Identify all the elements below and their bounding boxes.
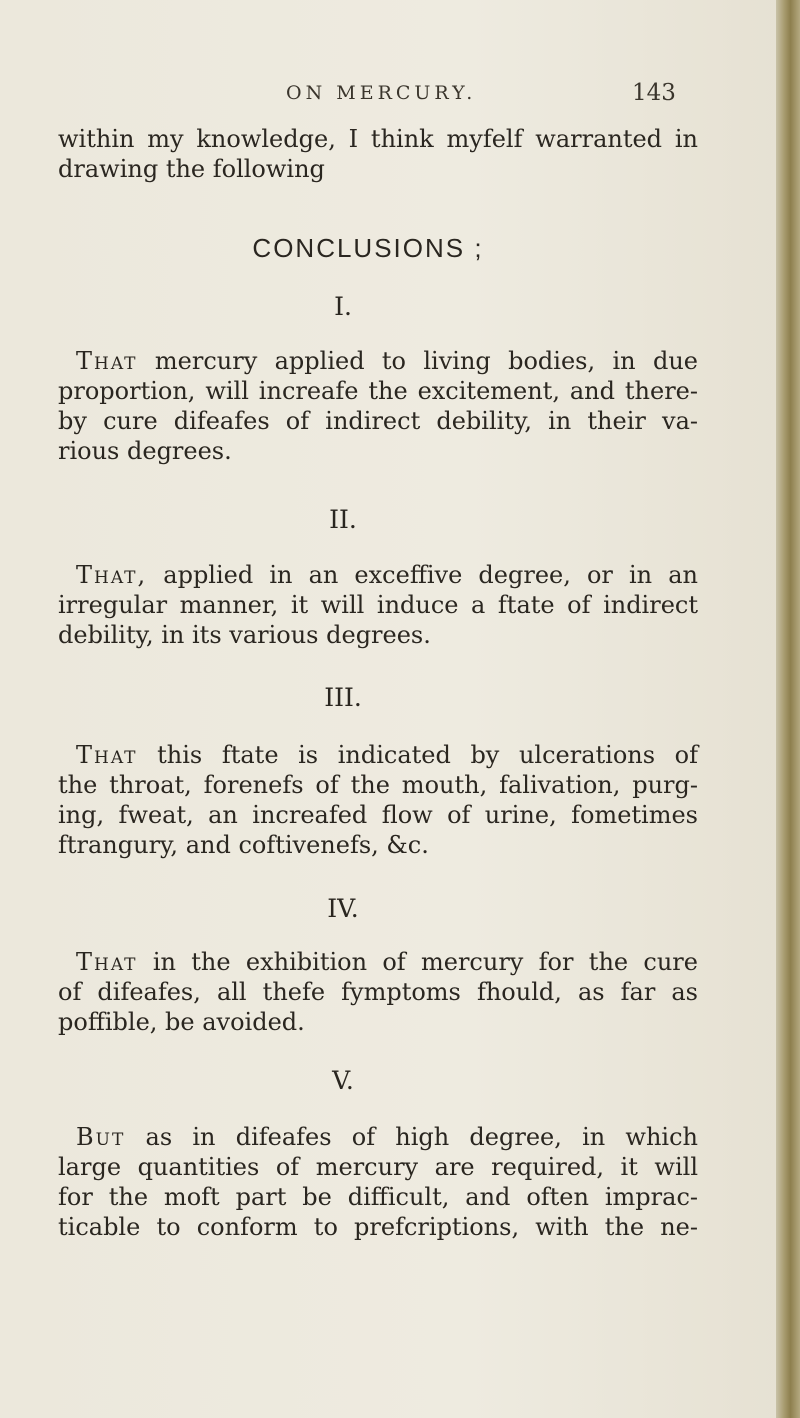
- conclusion-1: [58, 346, 698, 466]
- conclusions-heading: CONCLUSIONS ;: [252, 233, 484, 263]
- text-line: debility, in its various degrees.: [58, 621, 431, 649]
- running-head: [0, 82, 780, 112]
- text-line: That, applied in an exceffive degree, or in an: [76, 561, 698, 589]
- text-line: ftrangury, and coftivenefs, &c.: [58, 831, 429, 859]
- section-numeral: I.: [334, 292, 352, 321]
- text-line: ticable to conform to prefcriptions, with the ne-: [58, 1213, 698, 1241]
- section-numeral: III.: [324, 683, 362, 712]
- text-line: That this ftate is indicated by ulcerations of: [76, 741, 698, 769]
- text-line: the throat, forenefs of the mouth, falivation, purg-: [58, 771, 698, 799]
- lead-word: That: [76, 347, 138, 375]
- conclusion-3: [58, 740, 698, 860]
- page-number: 143: [632, 80, 676, 106]
- lead-word: That,: [76, 561, 148, 589]
- text-line: irregular manner, it will induce a ftate of indirect: [58, 591, 698, 619]
- text-line: poffible, be avoided.: [58, 1008, 305, 1036]
- text-line: of difeafes, all thefe fymptoms fhould, as far as: [58, 978, 698, 1006]
- text-line: within my knowledge, I think myfelf warranted in: [58, 125, 698, 153]
- text-line: ing, fweat, an increafed flow of urine, fometimes: [58, 801, 698, 829]
- lead-word: But: [76, 1123, 126, 1151]
- text-line: But as in difeafes of high degree, in which: [76, 1123, 698, 1151]
- section-numeral: V.: [332, 1066, 354, 1095]
- text-line: That mercury applied to living bodies, in due: [76, 347, 698, 375]
- lead-word: That: [76, 948, 138, 976]
- running-head-title: ON MERCURY.: [286, 82, 477, 104]
- text-line: drawing the following: [58, 155, 325, 183]
- lead-word: That: [76, 741, 138, 769]
- text-line: by cure difeafes of indirect debility, in their va-: [58, 407, 698, 435]
- section-numeral: II.: [329, 505, 357, 534]
- page-edge: [776, 0, 800, 1418]
- text-line: for the moft part be difficult, and often imprac-: [58, 1183, 698, 1211]
- text-line: rious degrees.: [58, 437, 232, 465]
- conclusion-5: [58, 1122, 698, 1242]
- text-line: large quantities of mercury are required, it will: [58, 1153, 698, 1181]
- intro-paragraph: [58, 124, 698, 184]
- text-line: That in the exhibition of mercury for the cure: [76, 948, 698, 976]
- section-numeral: IV.: [327, 894, 359, 923]
- conclusion-4: [58, 947, 698, 1037]
- text-line: proportion, will increafe the excitement, and there-: [58, 377, 698, 405]
- conclusion-2: [58, 560, 698, 650]
